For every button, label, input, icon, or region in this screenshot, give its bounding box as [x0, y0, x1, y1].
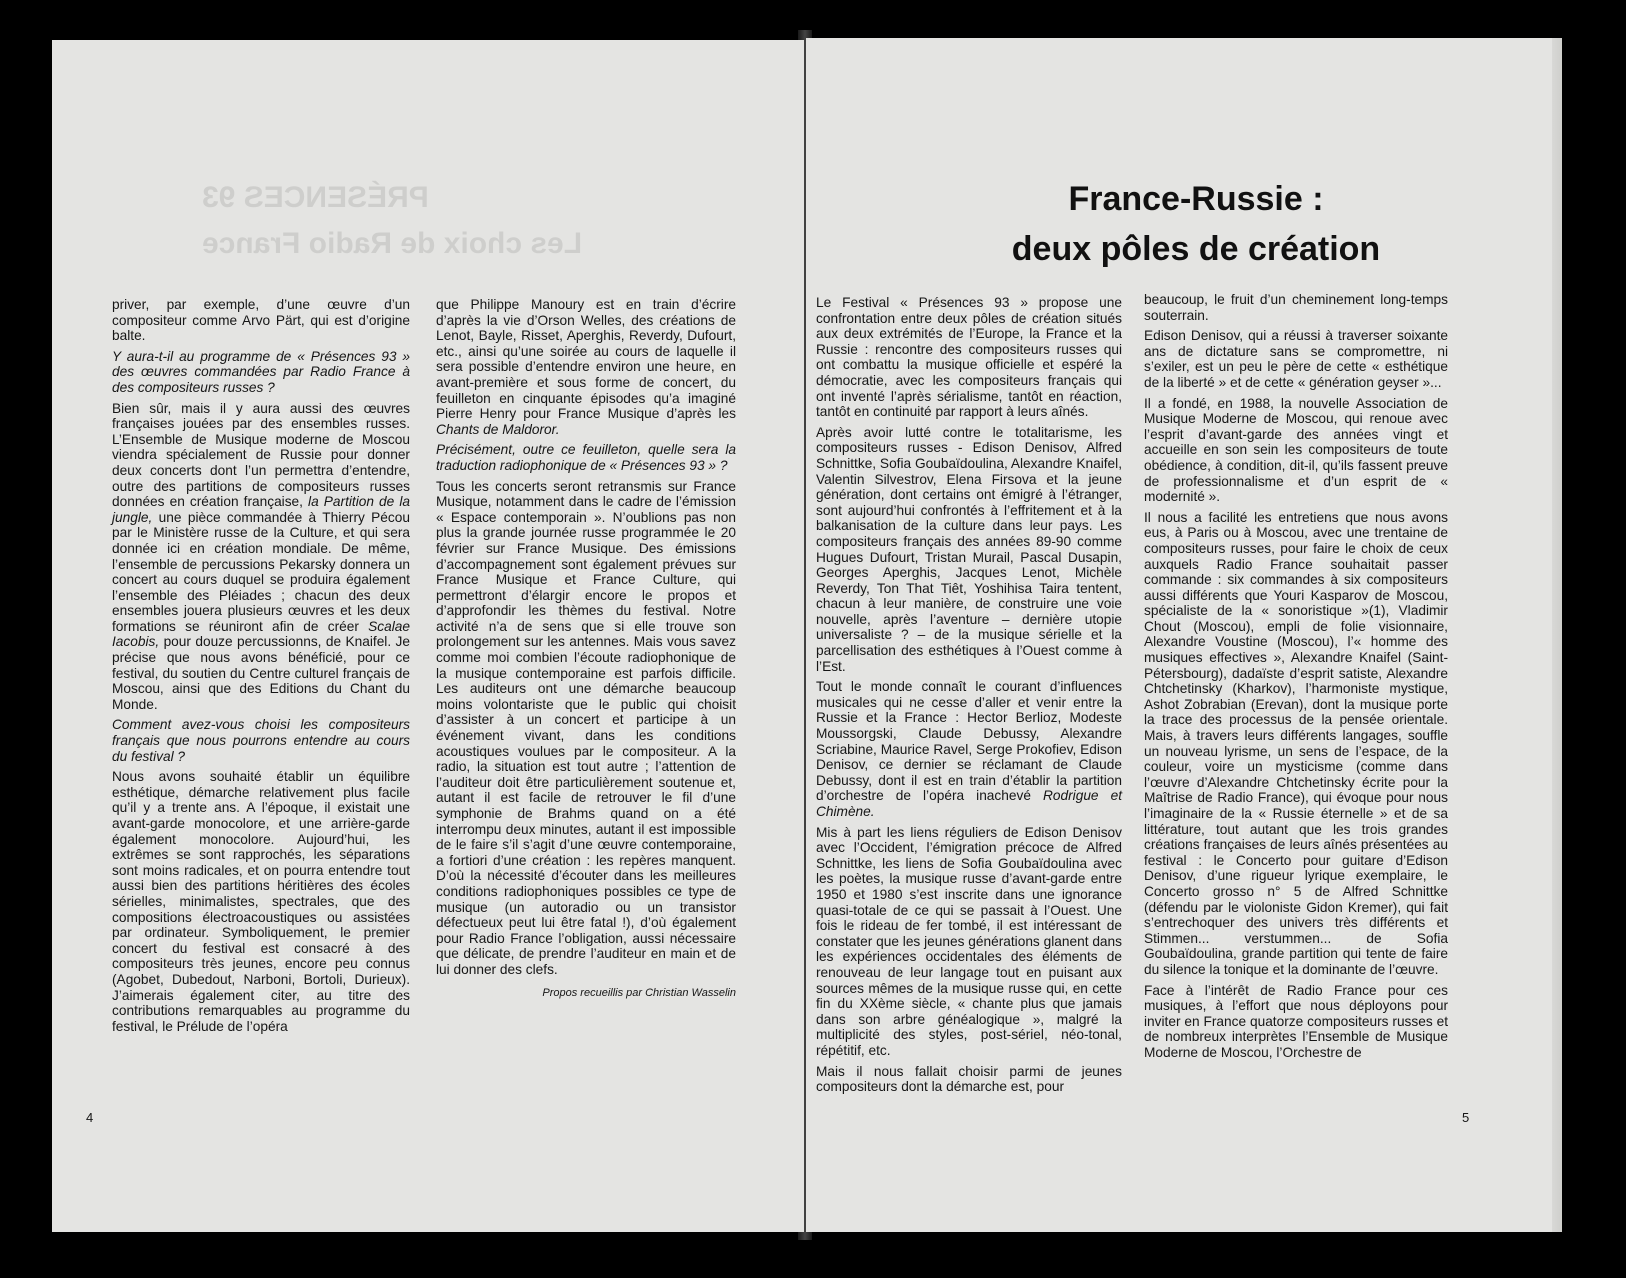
interview-question: Comment avez-vous choisi les compositeurs français que nous pourrons entendre au cours du festival ?: [112, 717, 410, 764]
page-number-right: 5: [1462, 1110, 1470, 1125]
paragraph: Tout le monde connaît le courant d’influences musicales qui ne cesse d’aller et venir entre la Russie et la France : Hector Berlioz, Modeste Moussorgski, Claude Debussy, Alexandre Scriabine, Maurice Ravel, Serge Prokofiev, Edison Denisov, ce dernier se réclamant de Claude Debussy, dont il est en train d’établir la partition d’orchestre de l’opéra inachevé Rodrigue et Chimène.: [816, 679, 1123, 819]
right-page-column-2: [1144, 292, 1448, 1066]
ghost-line-2: Les choix de Radio France: [202, 227, 583, 260]
ghost-line-1: PRÉSENCES 93: [202, 181, 429, 214]
byline: Propos recueillis par Christian Wasselin: [542, 986, 736, 999]
paragraph: Mais il nous fallait choisir parmi de jeunes compositeurs dont la démarche est, pour: [816, 1063, 1122, 1095]
paragraph: Il nous a facilité les entretiens que nous avons eus, à Paris ou à Moscou, avec une trentaine de compositeurs russes, pour faire le choix de ceux auxquels Radio France souhaitait passer commande : six commandes à six compositeurs aussi différents que Youri Kasparov de Moscou, spécialiste de la « sonoristique »(1), Vladimir Chout (Moscou), empli de folie visionnaire, Alexandre Voustine (Moscou), l’« homme des musiques effectives », Alexandre Knaifel (Saint-Pétersbourg), dadaïste d’esprit satiste, Alexandre Chtchetinsky (Kharkov), l’harmoniste mystique, Ashot Zobrabian (Erevan), dont la musique porte la trace des processus de la pensée orientale. Mais, à travers leurs différents langages, souffle un nouveau lyrisme, un sens de l’espace, de la couleur, voire un mysticisme (comme dans l’œuvre d’Alexandre Chtchetinsky écrite pour la Maîtrise de Radio France), qui évoque pour nous l’imaginaire de la « Russie éternelle » et de sa littérature, tout autant que les trois grandes créations françaises de leurs aînés présentées au festival : le Concerto pour guitare d’Edison Denisov, d’une rigueur lyrique exemplaire, le Concerto grosso n° 5 de Alfred Schnittke (défendu par le violoniste Gidon Kremer), qui fait s’entrechoquer des univers très différents et Stimmen... verstummen... de Sofia Goubaïdoulina, grande partition qui tente de faire du silence la tonique et la dominante de l’œuvre.: [1144, 509, 1448, 977]
title-line-1: France-Russie :: [1068, 180, 1324, 218]
right-page: [806, 38, 1562, 1232]
paragraph: Face à l’intérêt de Radio France pour ces musiques, à l’effort que nous déployons pour inviter en France quatorze compositeurs russes et de nombreux interprètes l’Ensemble de Musique Moderne de Moscou, l’Orchestre de: [1144, 982, 1448, 1060]
paragraph: priver, par exemple, d’une œuvre d’un compositeur comme Arvo Pärt, qui est d’origine balte.: [112, 297, 410, 344]
italic-title: la Partition de la jungle,: [112, 494, 410, 525]
paragraph: Mis à part les liens réguliers de Edison Denisov avec l’Occident, l’émigration précoce de Alfred Schnittke, les liens de Sofia Goubaïdoulina avec les poètes, la musique russe d’avant-garde entre 1950 et 1980 s’est inscrite dans une ignorance quasi-totale de ce qui se passait à l’Ouest. Une fois le rideau de fer tombé, il est intéressant de constater que les jeunes générations glanent dans les expériences occidentales des éléments de renouveau de leur langage tout en puisant aux sources mêmes de la musique russe qui, en cette fin du XXème siècle, « chante plus que jamais dans son arbre généalogique », malgré la multiplicité des styles, post-sériel, néo-tonal, répétitif, etc.: [816, 824, 1122, 1058]
paragraph: beaucoup, le fruit d’un cheminement long-temps souterrain.: [1144, 292, 1448, 323]
italic-title: Rodrigue et Chimène.: [816, 788, 1123, 819]
paragraph: Après avoir lutté contre le totalitarisme, les compositeurs russes - Edison Denisov, Alfred Schnittke, Sofia Goubaïdoulina, Alexandre Knaifel, Valentin Silvestrov, Elena Firsova et la jeune génération, dont certains ont émigré à l’étranger, sont aujourd’hui confrontés à l’effritement et à la balkanisation de la culture dans leur pays. Les compositeurs français des années 89-90 comme Hugues Dufourt, Tristan Murail, Pascal Dusapin, Georges Aperghis, Jacques Lenot, Michèle Reverdy, Ton That Tiêt, Yoshihisa Taira tentent, chacun à leur manière, de construire une voie nouvelle, après l’aventure – dernière utopie universaliste ? – de la musique sérielle et la parcellisation des esthétiques à l’Ouest comme à l’Est.: [816, 424, 1122, 674]
paragraph: Il a fondé, en 1988, la nouvelle Association de Musique Moderne de Moscou, qui renoue avec l’esprit d’avant-garde des années vingt et accueille en son sein les compositeurs de toute obédience, à condition, dit-il, qu’ils fassent preuve de professionnalisme et d’un esprit de « modernité ».: [1144, 395, 1448, 505]
left-page-column-2: [436, 297, 736, 1006]
italic-title: Chants de Maldoror.: [436, 421, 560, 437]
title-line-2: deux pôles de création: [1011, 230, 1381, 268]
interview-question: Y aura-t-il au programme de « Présences 93 » des œuvres commandées par Radio France à des compositeurs russes ?: [112, 348, 410, 395]
right-page-column-1: [816, 295, 1122, 1100]
left-page-column-1: [112, 297, 410, 1039]
paragraph: Bien sûr, mais il y aura aussi des œuvres françaises jouées par des ensembles russes. L’Ensemble de Musique moderne de Moscou viendra spécialement de Russie pour donner deux concerts dont l’un permettra d’entendre, outre des partitions de compositeurs russes données en création française, la Partition de la jungle, une pièce commandée à Thierry Pécou par le Ministère russe de la Culture, et qui sera donnée ici en création mondiale. De même, l’ensemble de percussions Pekarsky donnera un concert au cours duquel se produira également l’ensemble des Pléiades ; chacun des deux ensembles jouera plusieurs œuvres et les deux formations se réuniront afin de créer Scalae Iacobis, pour douze percussionns, de Knaifel. Je précise que nous avons bénéficié, pour ce festival, du soutien du Centre culturel français de Moscou, ainsi que des Editions du Chant du Monde.: [112, 400, 410, 712]
interview-question: Précisément, outre ce feuilleton, quelle sera la traduction radiophonique de « Présences 93 » ?: [436, 442, 736, 473]
paragraph: Le Festival « Présences 93 » propose une confrontation entre deux pôles de création situés aux deux extrémités de l’Europe, la France et la Russie : rencontre des compositeurs russes qui ont combattu la musique officielle et espéré la démocratie, avec les compositeurs français qui ont inventé l’après sérialisme, tantôt en réaction, tantôt en continuité par rapport à leurs aînés.: [816, 295, 1122, 420]
paragraph: Tous les concerts seront retransmis sur France Musique, notamment dans le cadre de l’émission « Espace contemporain ». N’oublions pas non plus la grande journée russe programmée le 20 février sur France Musique. Des émissions d’accompagnement sont également prévues sur France Musique et France Culture, qui permettront d’élargir encore le propos et d’approfondir les thèmes du festival. Notre activité n’a de sens que si elle trouve son prolongement sur les antennes. Mais vous savez comme moi combien l’écoute radiophonique de la musique contemporaine est parfois difficile. Les auditeurs ont une démarche beaucoup moins volontariste que le public qui choisit d’assister à un concert et participe à un événement vivant, dans les conditions acoustiques voulues par le compositeur. A la radio, la situation est tout autre ; l’attention de l’auditeur doit être particulièrement soutenue et, autant il est facile de retrouver le fil d’une symphonie de Brahms quand on a été interrompu deux minutes, autant il est impossible de le faire s’il s’agit d’une œuvre contemporaine, a fortiori d’une création : les repères manquent. D’où la nécessité d’écouter dans les meilleures conditions radiophoniques possibles ce type de musique (un autoradio ou un transistor défectueux peut lui être fatal !), d’où également pour Radio France l’obligation, aussi nécessaire que délicate, de prendre l’auditeur en main et de lui donner des clefs.: [436, 478, 736, 977]
left-page: [52, 40, 804, 1232]
article-title: [936, 174, 1456, 274]
paragraph: que Philippe Manoury est en train d’écrire d’après la vie d’Orson Welles, des créations de Lenot, Bayle, Risset, Aperghis, Reverdy, Dufourt, etc., ainsi qu’une soirée au cours de laquelle il sera possible d’entendre environ une heure, en avant-première et sous forme de concert, du feuilleton en cinquante épisodes qu’a imaginé Pierre Henry pour France Musique d’après les Chants de Maldoror.: [436, 297, 736, 437]
paragraph: Nous avons souhaité établir un équilibre esthétique, démarche relativement plus facile qu’il y a trente ans. A l’époque, il existait une avant-garde monocolore, et une arrière-garde également monocolore. Aujourd’hui, les extrêmes se sont rapprochés, les séparations sont moins radicales, et on pourra entendre tout aussi bien des partitions héritières des écoles sérielles, minimalistes, spectrales, que des compositions électroacoustiques ou assistées par ordinateur. Symboliquement, le premier concert du festival est consacré à des compositeurs très jeunes, encore peu connus (Agobet, Dubedout, Narboni, Bortoli, Durieux). J’aimerais également citer, au titre des contributions remarquables au programme du festival, le Prélude de l’opéra: [112, 769, 410, 1034]
show-through-ghost-text: [202, 175, 762, 267]
italic-title: Scalae Iacobis,: [112, 618, 410, 650]
page-number-left: 4: [86, 1110, 94, 1125]
paragraph: Edison Denisov, qui a réussi à traverser soixante ans de dictature sans se compromettre, ni s’exiler, est un peu le père de cette « esthétique de la liberté » et de cette « génération geyser »...: [1144, 328, 1448, 390]
